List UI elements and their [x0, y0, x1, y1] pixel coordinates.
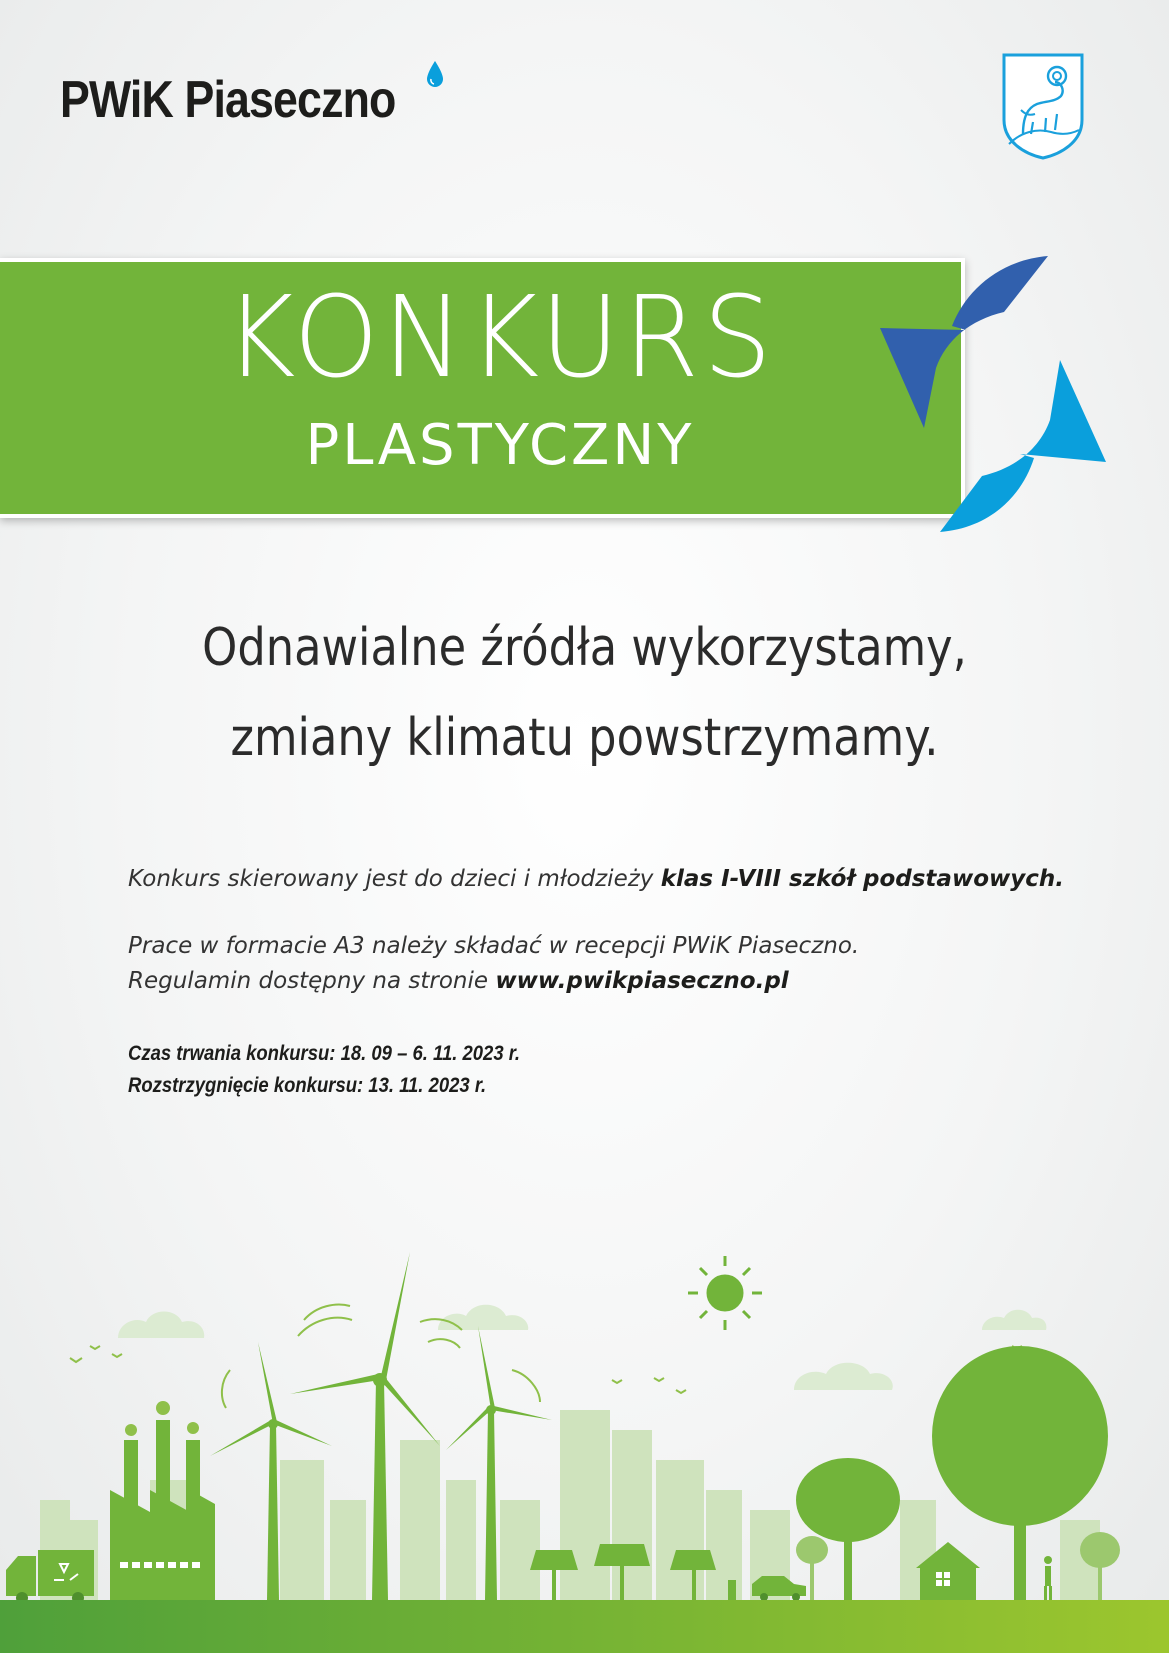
clouds [118, 1305, 1046, 1390]
audience-prefix: Konkurs skierowany jest do dzieci i młodzieży [128, 866, 661, 892]
contest-title: KONKURS [224, 273, 776, 403]
recycle-arrows-icon [870, 250, 1110, 540]
recycling-truck [6, 1550, 94, 1604]
birds [70, 1346, 1050, 1393]
ram-crest-icon [1001, 52, 1085, 160]
contest-result-date: Rozstrzygnięcie konkursu: 13. 11. 2023 r. [128, 1074, 487, 1097]
brand-name: PWiK Piaseczno [60, 71, 396, 129]
factory [110, 1401, 215, 1600]
rules-link[interactable]: www.pwikpiaseczno.pl [495, 968, 789, 994]
eco-city-illustration [0, 1250, 1169, 1653]
rules-text [128, 970, 789, 993]
audience-text [128, 868, 1064, 891]
brand-logo [60, 70, 395, 130]
ground-strip [0, 1600, 1169, 1653]
slogan-line-1: Odnawialne źródła wykorzystamy, [202, 618, 967, 678]
audience-highlight: klas I-VIII szkół podstawowych. [660, 866, 1064, 892]
format-text: Prace w formacie A3 należy składać w recepcji PWiK Piaseczno. [128, 933, 860, 959]
water-drop-icon [424, 60, 446, 90]
rules-prefix: Regulamin dostępny na stronie [128, 968, 496, 994]
contest-subtitle: PLASTYCZNY [305, 413, 695, 478]
contest-duration: Czas trwania konkursu: 18. 09 – 6. 11. 2023 r. [128, 1042, 521, 1065]
slogan-line-2: zmiany klimatu powstrzymamy. [230, 708, 939, 768]
person [1044, 1556, 1052, 1600]
sun-icon [688, 1256, 762, 1330]
